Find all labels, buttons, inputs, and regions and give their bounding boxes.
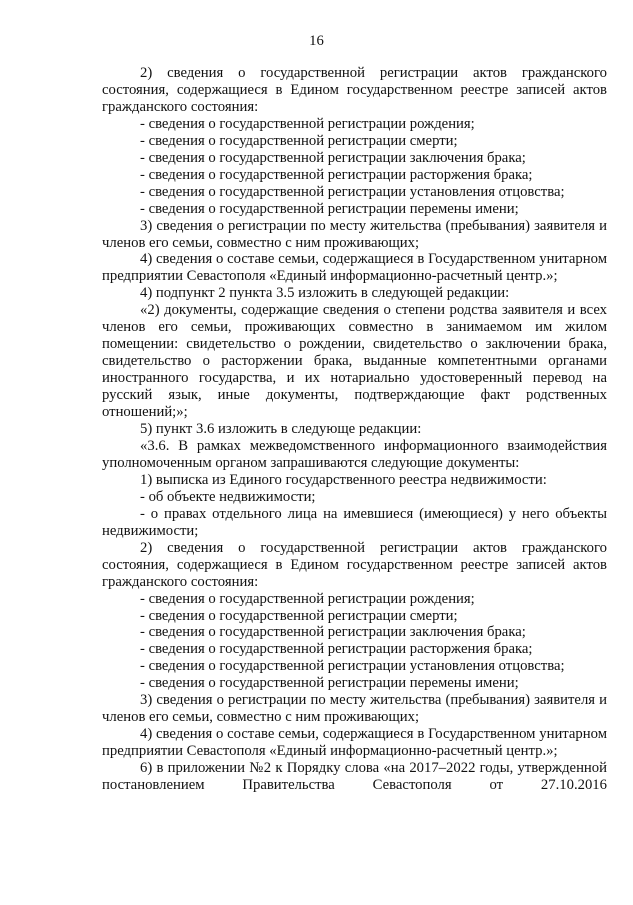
paragraph: 6) в приложении №2 к Порядку слова «на 2017–2022 годы, утвержденной постановлением Правительства Севастополя от 27.10.2016: [102, 760, 607, 794]
list-item: - сведения о государственной регистрации расторжения брака;: [140, 166, 533, 183]
list-item: - сведения о государственной регистрации установления отцовства;: [140, 658, 565, 675]
list-item: - сведения о государственной регистрации рождения;: [140, 115, 475, 132]
paragraph: «2) документы, содержащие сведения о степени родства заявителя и всех членов его семьи, проживающих совместно в занимаемом им жилом помещении: свидетельство о рождении, свидетельство о заключении брака, свидетельство о расторжении брака, выданные компетентными органами иностранного государства, и их нотариально удостоверенный перевод на русский язык, иные документы, подтверждающие факт родственных отношений;»;: [102, 302, 607, 421]
list-item: - сведения о государственной регистрации смерти;: [140, 132, 458, 149]
list-item: - об объекте недвижимости;: [140, 488, 316, 505]
list-item: - сведения о государственной регистрации смерти;: [140, 607, 458, 624]
list-item: - о правах отдельного лица на имевшиеся (имеющиеся) у него объекты недвижимости;: [102, 505, 607, 539]
paragraph: 3) сведения о регистрации по месту жительства (пребывания) заявителя и членов его семьи, совместно с ним проживающих;: [102, 217, 607, 251]
paragraph: 1) выписка из Единого государственного реестра недвижимости:: [140, 471, 547, 488]
paragraph: 4) сведения о составе семьи, содержащиеся в Государственном унитарном предприятии Севастополя «Единый информационно-расчетный центр.»;: [102, 251, 607, 285]
list-item: - сведения о государственной регистрации заключения брака;: [140, 149, 526, 166]
list-item: - сведения о государственной регистрации расторжения брака;: [140, 641, 533, 658]
paragraph: 2) сведения о государственной регистрации актов гражданского состояния, содержащиеся в Едином государственном реестре записей актов гражданского состояния:: [102, 539, 607, 590]
paragraph: 4) подпункт 2 пункта 3.5 изложить в следующей редакции:: [140, 285, 510, 302]
paragraph: 5) пункт 3.6 изложить в следующе редакции:: [140, 421, 422, 438]
list-item: - сведения о государственной регистрации перемены имени;: [140, 200, 519, 217]
list-item: - сведения о государственной регистрации рождения;: [140, 590, 475, 607]
list-item: - сведения о государственной регистрации перемены имени;: [140, 675, 519, 692]
list-item: - сведения о государственной регистрации установления отцовства;: [140, 183, 565, 200]
paragraph: 4) сведения о составе семьи, содержащиеся в Государственном унитарном предприятии Севастополя «Единый информационно-расчетный центр.»;: [102, 726, 607, 760]
paragraph: «3.6. В рамках межведомственного информационного взаимодействия уполномоченным органом запрашиваются следующие документы:: [102, 437, 607, 471]
document-body: [102, 65, 607, 794]
list-item: - сведения о государственной регистрации заключения брака;: [140, 624, 526, 641]
page-number: 16: [309, 33, 324, 49]
paragraph: 2) сведения о государственной регистрации актов гражданского состояния, содержащиеся в Едином государственном реестре записей актов гражданского состояния:: [102, 65, 607, 115]
paragraph: 3) сведения о регистрации по месту жительства (пребывания) заявителя и членов его семьи, совместно с ним проживающих;: [102, 692, 607, 726]
